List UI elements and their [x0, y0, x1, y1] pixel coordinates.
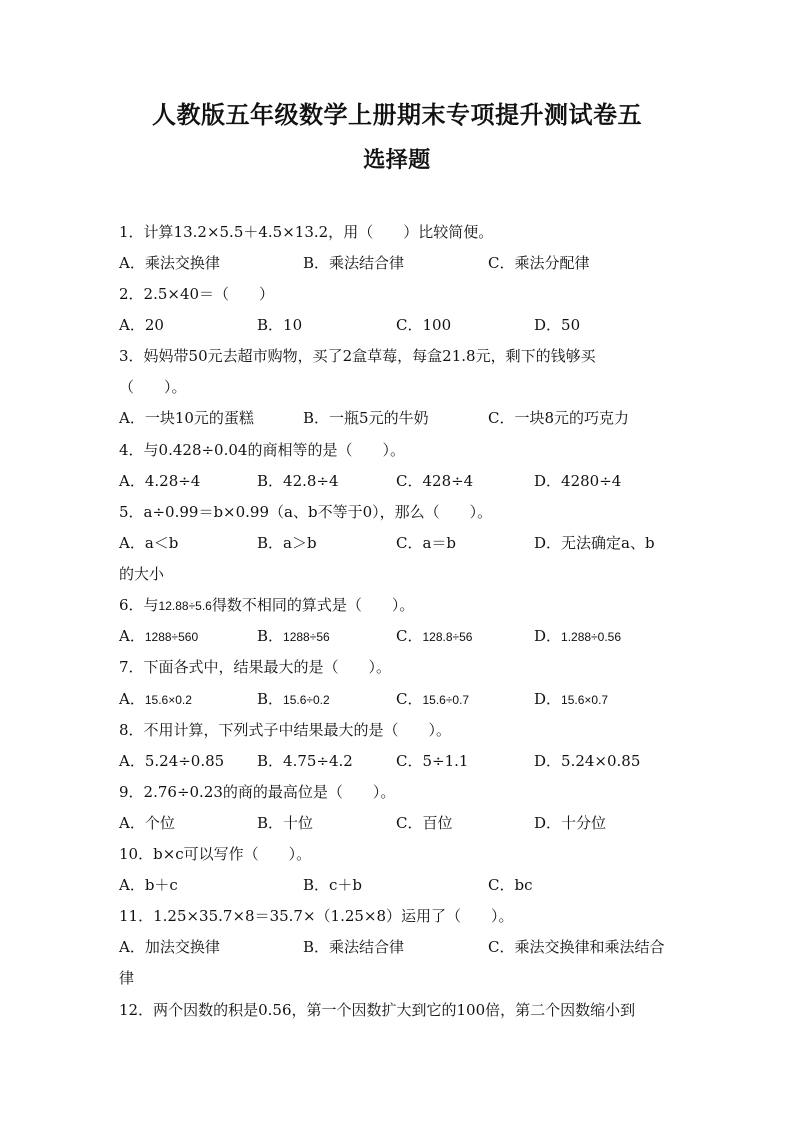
question-1-stem: 1．计算13.2×5.5＋4.5×13.2，用（ ）比较简便。: [119, 223, 494, 241]
question-10-stem: 10．b×c可以写作（ ）。: [119, 845, 312, 863]
question-8-option-a: A．5.24÷0.85: [119, 752, 225, 770]
option-letter: A．: [119, 627, 145, 645]
question-6-stem-suffix: 得数不相同的算式是（ ）。: [211, 596, 415, 614]
option-letter: D．: [534, 627, 562, 645]
question-2-stem: 2．2.5×40＝（ ）: [119, 285, 275, 303]
question-9-option-d: D．十分位: [534, 814, 607, 832]
option-expression: 128.8÷56: [422, 630, 473, 644]
question-11-stem: 11．1.25×35.7×8＝35.7×（1.25×8）运用了（ ）。: [119, 907, 514, 925]
question-6-stem: [119, 595, 414, 616]
question-5-option-d: D．无法确定a、b: [534, 534, 655, 552]
question-4-option-a: A．4.28÷4: [119, 472, 201, 490]
question-1-option-b: B．乘法结合律: [303, 254, 405, 272]
question-6-option-d: [534, 626, 621, 647]
question-6-option-c: [396, 626, 472, 647]
question-11-option-c: C．乘法交换律和乘法结合: [488, 938, 665, 956]
question-10-option-c: C．bc: [488, 876, 533, 894]
option-expression: 1.288÷0.56: [561, 630, 622, 644]
question-3-option-a: A．一块10元的蛋糕: [119, 409, 254, 427]
question-10-option-a: A．b＋c: [119, 876, 178, 894]
question-5-stem: 5．a÷0.99＝b×0.99（a、b不等于0），那么（ ）。: [119, 503, 493, 521]
question-5-option-a: A．a＜b: [119, 534, 179, 552]
question-2-option-a: A．20: [119, 316, 164, 334]
option-expression: 15.6×0.7: [561, 693, 609, 707]
question-8-option-b: B．4.75÷4.2: [257, 752, 353, 770]
option-letter: A．: [119, 690, 145, 708]
option-letter: C．: [396, 627, 423, 645]
option-letter: D．: [534, 690, 562, 708]
question-7-option-d: [534, 689, 608, 710]
question-3-option-c: C．一块8元的巧克力: [488, 409, 630, 427]
question-9-stem: 9．2.76÷0.23的商的最高位是（ ）。: [119, 783, 396, 801]
question-10-option-b: B．c＋b: [303, 876, 363, 894]
question-11-option-continued: 律: [119, 969, 135, 987]
question-8-option-c: C．5÷1.1: [396, 752, 469, 770]
question-12-stem: 12．两个因数的积是0.56，第一个因数扩大到它的100倍，第二个因数缩小到: [119, 1001, 636, 1019]
question-6-option-b: [257, 626, 330, 647]
question-4-stem: 4．与0.428÷0.04的商相等的是（ ）。: [119, 441, 405, 459]
question-6-option-a: [119, 626, 198, 647]
document-title: 人教版五年级数学上册期末专项提升测试卷五: [152, 100, 642, 129]
question-4-option-d: D．4280÷4: [534, 472, 622, 490]
section-title: 选择题: [363, 147, 431, 173]
option-expression: 1288÷56: [283, 630, 330, 644]
question-2-option-c: C．100: [396, 316, 452, 334]
question-5-option-continued: 的大小: [119, 565, 165, 583]
question-6-stem-expression: 12.88÷5.6: [158, 599, 212, 613]
question-8-stem: 8．不用计算，下列式子中结果最大的是（ ）。: [119, 721, 452, 739]
question-7-option-a: [119, 689, 192, 710]
question-4-option-b: B．42.8÷4: [257, 472, 339, 490]
option-letter: B．: [257, 690, 284, 708]
option-letter: B．: [257, 627, 284, 645]
question-5-option-b: B．a＞b: [257, 534, 317, 552]
question-1-option-a: A．乘法交换律: [119, 254, 220, 272]
question-7-stem: 7．下面各式中，结果最大的是（ ）。: [119, 658, 392, 676]
question-3-option-b: B．一瓶5元的牛奶: [303, 409, 429, 427]
question-9-option-c: C．百位: [396, 814, 453, 832]
question-1-option-c: C．乘法分配律: [488, 254, 590, 272]
question-7-option-b: [257, 689, 330, 710]
question-5-option-c: C．a＝b: [396, 534, 457, 552]
question-9-option-a: A．个位: [119, 814, 175, 832]
option-expression: 15.6×0.2: [144, 693, 192, 707]
question-3-stem-continued: （ ）。: [119, 378, 187, 396]
question-4-option-c: C．428÷4: [396, 472, 474, 490]
option-expression: 15.6÷0.7: [422, 693, 470, 707]
question-11-option-b: B．乘法结合律: [303, 938, 405, 956]
question-8-option-d: D．5.24×0.85: [534, 752, 641, 770]
question-11-option-a: A．加法交换律: [119, 938, 220, 956]
option-expression: 15.6÷0.2: [283, 693, 330, 707]
question-3-stem: 3．妈妈带50元去超市购物，买了2盒草莓，每盒21.8元，剩下的钱够买: [119, 347, 596, 365]
question-2-option-b: B．10: [257, 316, 303, 334]
option-expression: 1288÷560: [144, 630, 199, 644]
question-6-stem-prefix: 6．与: [119, 596, 159, 614]
question-2-option-d: D．50: [534, 316, 581, 334]
option-letter: C．: [396, 690, 423, 708]
question-7-option-c: [396, 689, 469, 710]
question-9-option-b: B．十位: [257, 814, 314, 832]
